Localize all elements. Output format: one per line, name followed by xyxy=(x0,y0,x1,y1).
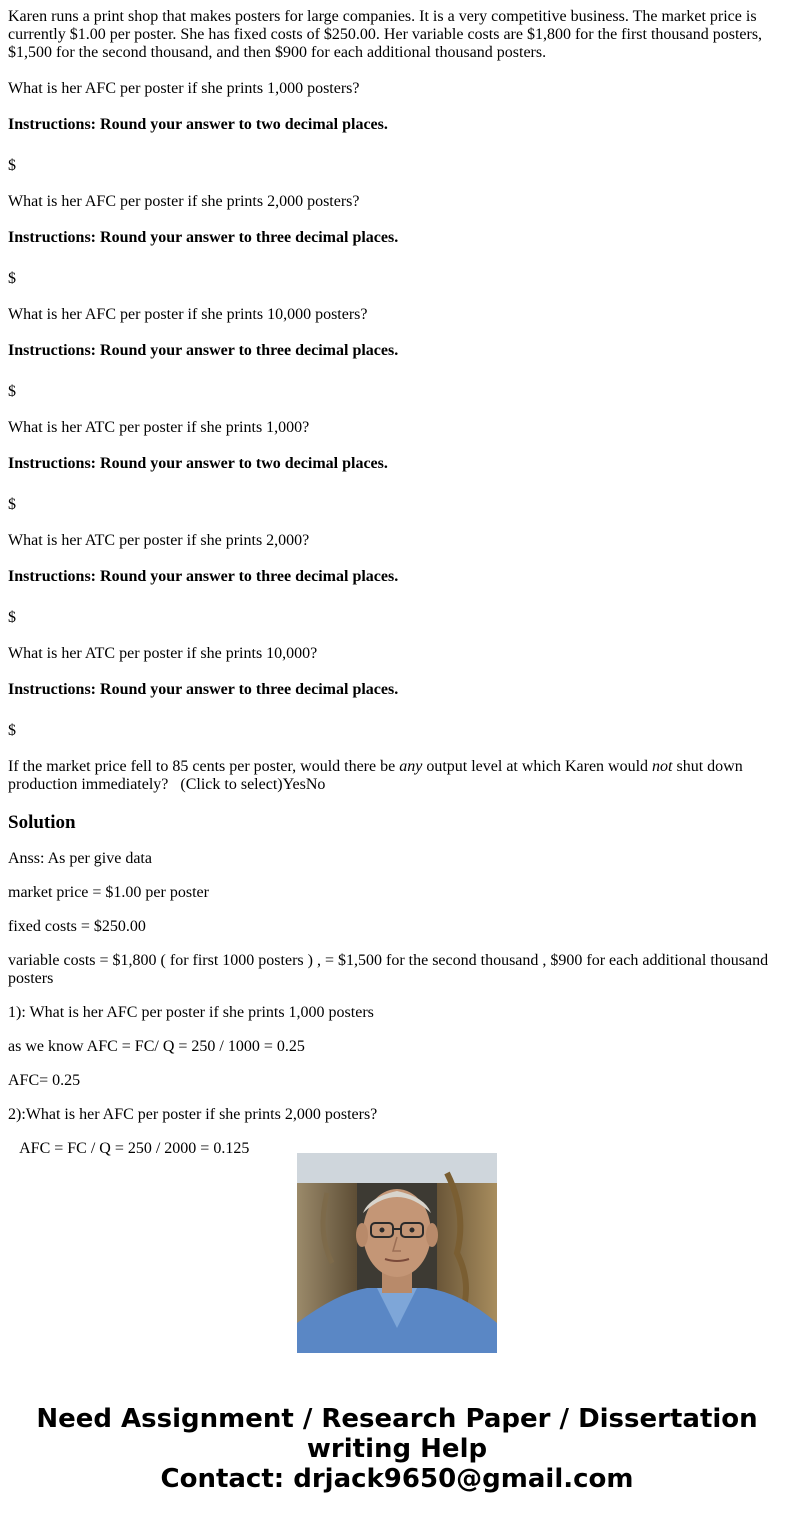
select-option-yes[interactable]: Yes xyxy=(282,776,306,793)
final-question-part2: output level at which Karen would xyxy=(422,758,653,775)
question-1-text: What is her AFC per poster if she prints 1,000 posters? xyxy=(8,80,360,97)
final-question-part1: If the market price fell to 85 cents per poster, would there be xyxy=(8,758,400,775)
solution-line: 2):What is her AFC per poster if she prints 2,000 posters? xyxy=(8,1106,378,1123)
question-5-text: What is her ATC per poster if she prints 2,000? xyxy=(8,532,310,549)
question-6-text: What is her ATC per poster if she prints 10,000? xyxy=(8,645,318,662)
question-5-instruction: Instructions: Round your answer to three decimal places. xyxy=(8,568,399,585)
question-2-answer-row xyxy=(8,265,786,288)
currency-symbol: $ xyxy=(8,157,16,174)
yes-no-select[interactable] xyxy=(180,776,325,793)
footer-line-2: writing Help xyxy=(306,1434,488,1464)
solution-line: 1): What is her AFC per poster if she prints 1,000 posters xyxy=(8,1004,374,1021)
document-content xyxy=(8,8,786,1157)
solution-line: AFC = FC / Q = 250 / 2000 = 0.125 xyxy=(8,1140,250,1157)
question-3-answer-row xyxy=(8,378,786,401)
author-avatar xyxy=(297,1153,497,1353)
solution-line: market price = $1.00 per poster xyxy=(8,884,209,901)
solution-heading: Solution xyxy=(8,812,76,833)
question-6-answer-row xyxy=(8,717,786,740)
author-portrait-image xyxy=(297,1153,497,1353)
question-4-instruction: Instructions: Round your answer to two decimal places. xyxy=(8,455,388,472)
question-4-answer-row xyxy=(8,491,786,514)
currency-symbol: $ xyxy=(8,270,16,287)
question-1-answer-row xyxy=(8,152,786,175)
question-3-text: What is her AFC per poster if she prints 10,000 posters? xyxy=(8,306,368,323)
solution-line: fixed costs = $250.00 xyxy=(8,918,146,935)
question-6-instruction: Instructions: Round your answer to three decimal places. xyxy=(8,681,399,698)
currency-symbol: $ xyxy=(8,496,16,513)
solution-line: as we know AFC = FC/ Q = 250 / 1000 = 0.25 xyxy=(8,1038,305,1055)
solution-line: Anss: As per give data xyxy=(8,850,152,867)
footer-banner xyxy=(0,1404,794,1494)
solution-line: AFC= 0.25 xyxy=(8,1072,81,1089)
currency-symbol: $ xyxy=(8,383,16,400)
final-question xyxy=(8,758,786,794)
question-2-instruction: Instructions: Round your answer to three decimal places. xyxy=(8,229,399,246)
final-question-part3: shut down production immediately? xyxy=(8,758,743,793)
footer-line-1: Need Assignment / Research Paper / Dissertation xyxy=(36,1404,758,1434)
question-3-instruction: Instructions: Round your answer to three decimal places. xyxy=(8,342,399,359)
solution-body xyxy=(8,850,786,1158)
final-question-em-not: not xyxy=(652,758,673,775)
question-4-text: What is her ATC per poster if she prints 1,000? xyxy=(8,419,310,436)
final-question-em-any: any xyxy=(399,758,423,775)
question-1-instruction: Instructions: Round your answer to two decimal places. xyxy=(8,116,388,133)
question-5-answer-row xyxy=(8,604,786,627)
footer-contact[interactable]: Contact: drjack9650@gmail.com xyxy=(160,1464,634,1494)
problem-intro: Karen runs a print shop that makes posters for large companies. It is a very competitive business. The market price is currently $1.00 per poster. She has fixed costs of $250.00. Her variable costs are $1,800 for the first thousand posters, $1,500 for the second thousand, and then $900 for each additional thousand posters. xyxy=(8,8,763,61)
select-placeholder[interactable]: (Click to select) xyxy=(180,776,283,793)
question-2-text: What is her AFC per poster if she prints 2,000 posters? xyxy=(8,193,360,210)
currency-symbol: $ xyxy=(8,609,16,626)
solution-line: variable costs = $1,800 ( for first 1000 posters ) , = $1,500 for the second thousand , $900 for each additional thousand posters xyxy=(8,952,769,987)
select-option-no[interactable]: No xyxy=(305,776,326,793)
currency-symbol: $ xyxy=(8,722,16,739)
